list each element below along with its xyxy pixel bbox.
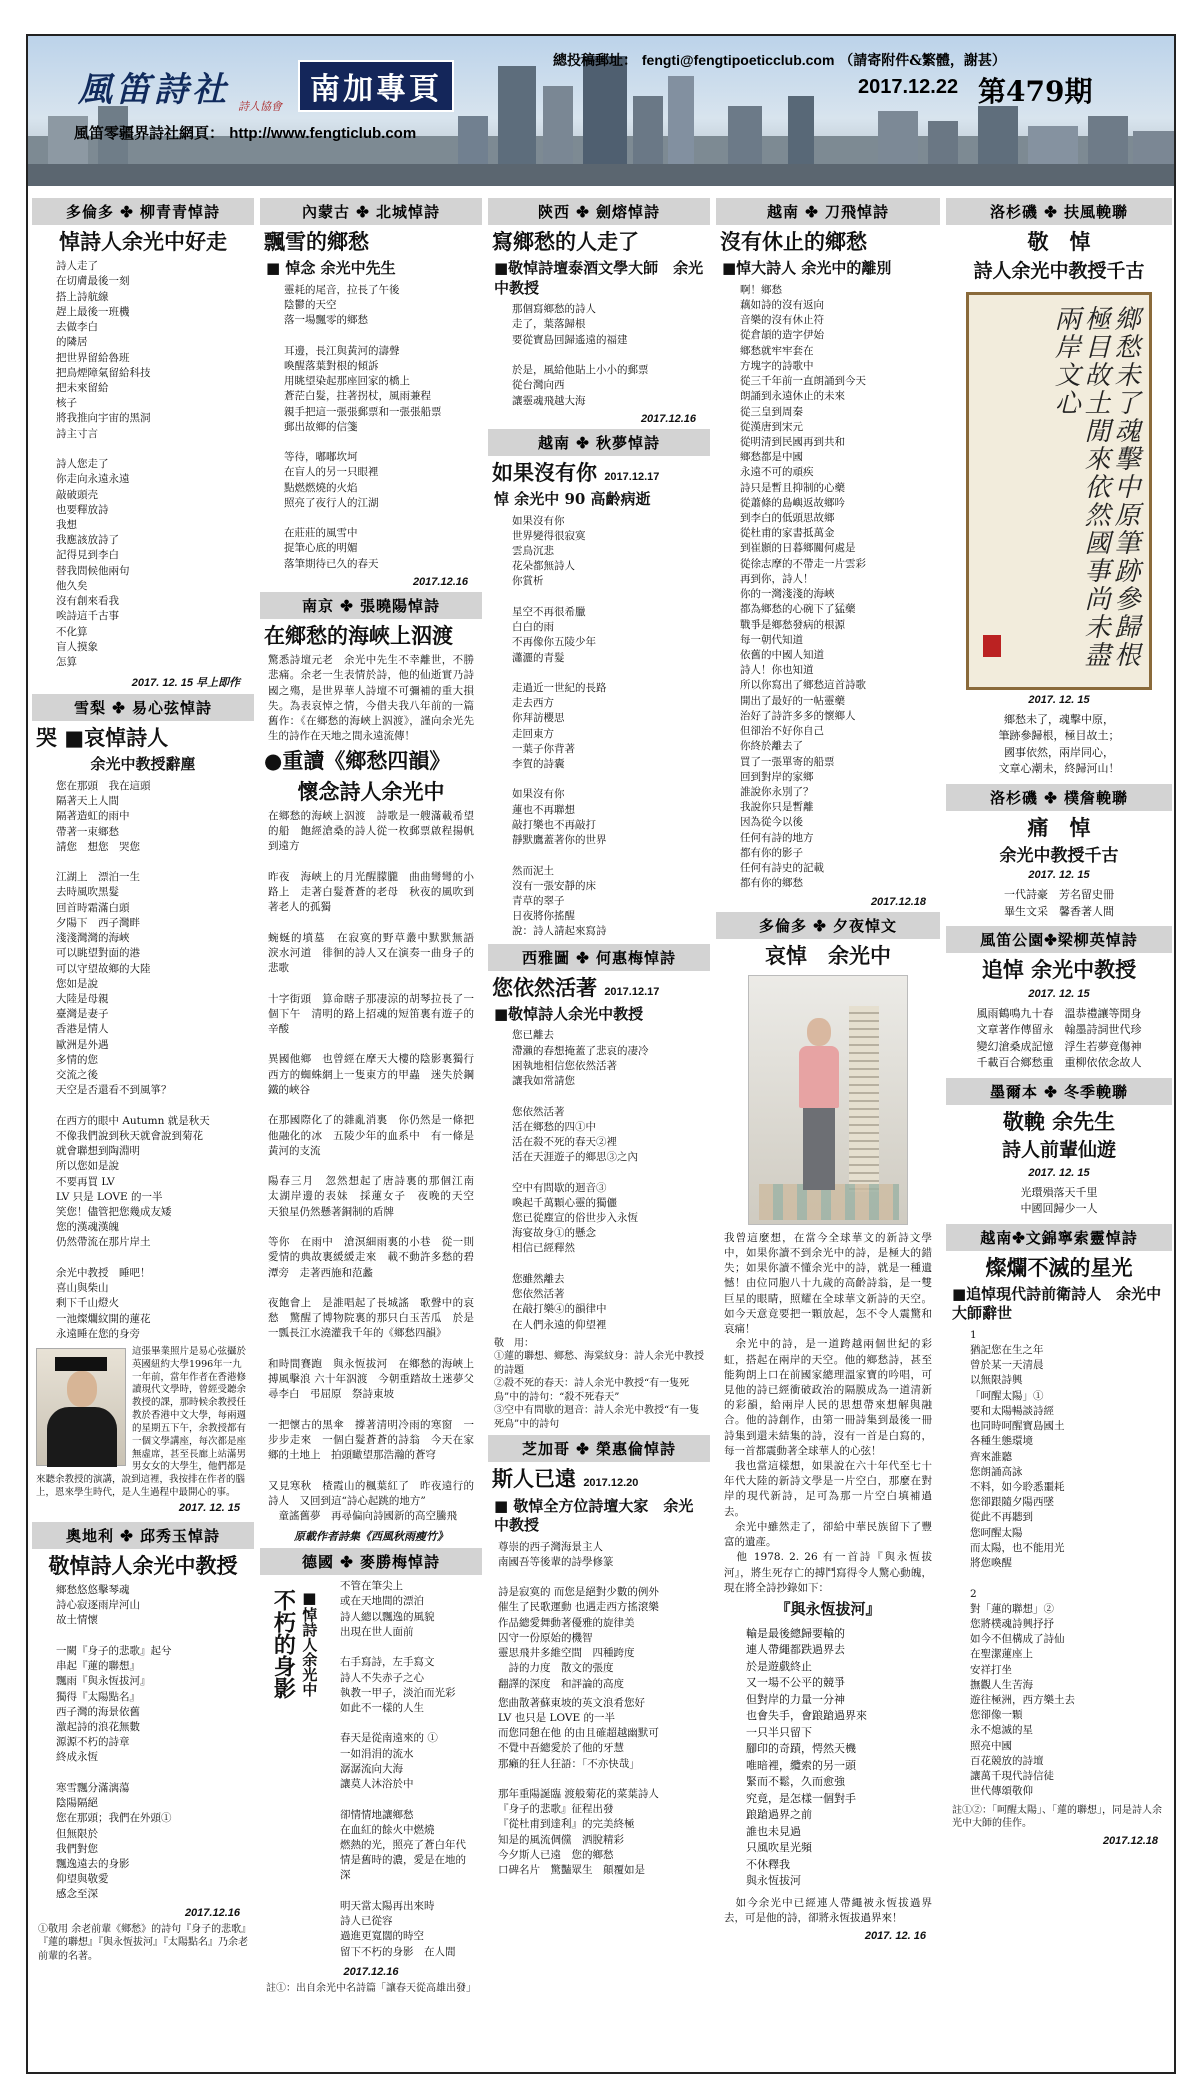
poem-title: 悼詩人余光中好走 — [59, 229, 227, 254]
elegy-title: 敬輓 余先生 — [1002, 1108, 1116, 1134]
poem-subtitle: ■追悼現代詩前衛詩人 余光中大師辭世 — [952, 1284, 1162, 1323]
poem-title — [492, 1466, 706, 1492]
poem-body: 靈耗的尾音，拉長了午後 陰鬱的天空 落一場飄零的鄉愁 耳邊，長江與黃河的濤聲 喚醒落葉對根的傾訴 用眺望染起那座回家的橋上 蒼茫白髮，拄著拐杖，風雨兼程 親手把這一張張郵票和一張張船票 郵出故鄉的信箋 等待，嘟嘟坎坷 在盲人的另一只眼裡 點燃燃燒的火焰 照亮了夜行人的江湖 在莊莊的風雪中 捉筆心底的明媚 落筆期待已久的春天 — [284, 283, 442, 570]
column-2 — [260, 194, 482, 2072]
poem-source-note: 原載作者詩集《西風秋雨瘦竹》 — [294, 1531, 448, 1544]
poem-body: 不管在筆尖上 或在天地間的漂泊 詩人總以飄逸的風貌 出現在世人面前 右手寫詩，左手寫文 詩人不失赤子之心 執教一甲子，淡泊而光彩 如此不一樣的人生 春天是從南遠來的 ① 一如涓涓的流水 潺潺流向大海 讓莫人沐浴於中 卻情情地讓鄉愁 在血紅的餘火中燃燒 燃熱的光，照亮了蒼白年代 情是舊時的濃，愛是在地的深 明天當太陽再出來時 詩人已從容 過進更寬闊的時空 留下不朽的身影 在人間 — [340, 1580, 466, 1958]
poem-subtitle: ■悼大詩人 余光中的離別 — [722, 259, 892, 278]
elegy-subtitle: 詩人余光中教授千古 — [973, 260, 1145, 283]
newspaper-page — [26, 34, 1176, 2074]
poem-footnotes: 敬 用： ①蓮的聯想、鄉愁、海棠紋身：詩人余光中教授的詩題 ②殺不死的春天：詩人余光中教授“有一隻死鳥”中的詩句：“殺不死春天” ③空中有問歇的迴音：詩人余光中教授“有一隻死鳥”中的詩句 — [494, 1337, 704, 1430]
club-logo-subtitle: 詩人協會 — [238, 100, 282, 113]
elegy-verse: 風雨鶴鳴九十春 溫恭禮讓等閒身 文章著作傳留永 翰墨詩詞世代珍 變幻滄桑成記憶 浮生若夢竟傷神 千載百合鄉愁重 重柳依依念故人 — [976, 1006, 1142, 1070]
poem-body: 詩人走了 在切膚最後一刻 搭上詩航線 趕上最後一班機 去做李白 的隣居 把世界留給魯班 把鳥煙障氣留給科技 把未來留給 核子 將我推向宇宙的黑洞 詩主寸言 詩人您走了 你走向永遠永遠 敲破頭壳 也要釋放詩 我想 我應該放詩了 記得見到李白 替我問候他兩句 他久矣 沒有創來看我 唉詩這千古事 不化算 盲人摸象 怎算 — [56, 260, 151, 668]
section-header: 洛杉磯 ✤ 扶風輓聯 — [946, 198, 1172, 225]
poem-date: 2017.12.18 — [870, 895, 926, 908]
masthead — [28, 36, 1174, 186]
author-photo-block — [32, 1346, 254, 1518]
website-label: 風笛零疆界詩社網頁： — [74, 124, 225, 142]
column-1 — [32, 194, 254, 2072]
club-website — [74, 122, 416, 143]
poem-body: 啊！鄉愁 藕如詩的沒有返向 音樂的沒有休止符 從倉頡的造字伊始 鄉愁就牢牢套在 方塊字的詩歌中 從三千年前一直朗誦到今天 朗誦到永遠休止的未來 從三皇到周秦 從漢唐到宋元 從明清到民國再到共和 鄉愁都是中國 永遠不可的頑疾 詩只是暫且抑制的心藥 從蕭條的島嶼返故鄉吟 到李白的低頭思故鄉 從杜甫的家書抵萬金 到崔顥的日暮鄉關何處是 從徐志摩的不帶走一片雲彩 再到你，詩人！ 你的一灣淺淺的海峽 都為鄉愁的心碗下了猛藥 戰爭是鄉愁發病的根源 每一朝代知道 依舊的中國人知道 詩人！你也知道 所以你寫出了鄉愁這首詩歌 開出了最好的一帖靈藥 治好了詩許多多的懷鄉人 但卻治不好你自己 你終於離去了 買了一張單寄的船票 回到對岸的家鄉 誰說你永別了？ 我說你只是暫離 因為從今以後 任何有詩的地方 都有你的影子 任何有詩史的記載 都有你的鄉愁 — [740, 283, 866, 890]
poem-date: 2017. 12. 15 早上即作 — [131, 677, 240, 690]
poem-body: 如果沒有你 世界變得很寂寞 雲鳥沉悲 花朵都無詩人 你賞析 星空不再很希臘 白白的雨 不再像你五陵少年 瀟灑的青髮 走過近一世紀的長路 走去西方 你拜訪櫻思 走回東方 一葉子你背著 李賀的詩囊 如果沒有你 蓮也不再聯想 敲打樂也不再敲打 靜默鷹蓋著你的世界 然而泥土 沒有一張安靜的床 青草的翠子 日夜將你搖醒 說：詩人請起來寫詩 — [512, 514, 607, 938]
club-logo: 風笛詩社 — [78, 70, 230, 110]
email-note: （請寄附件&繁體，謝甚） — [839, 53, 1006, 69]
section-header: 雪梨 ✤ 易心弦悼詩 — [32, 694, 254, 721]
elegy-title: 痛 悼 — [1027, 814, 1091, 840]
section-header: 陝西 ✤ 劍熔悼詩 — [488, 198, 710, 225]
elegy-date: 2017. 12. 15 — [1028, 987, 1090, 1000]
poem-body: 您在那頭 我在這頭 隔著天上人間 隔著造虹的雨中 帶著一束鄉愁 請您 想您 哭您 江湖上 漂泊一生 去時風吹黑髮 回首時霜滿白頭 夕陽下 西子灣畔 淺淺灣灣的海峽 可以眺望對面的港 可以守望故鄉的大陸 您如是說 大陸是母親 臺灣是妻子 香港是情人 歐洲是外遇 多情的您 交流之後 天空是否還看不到風箏？ 在西方的眼中 Autumn 就是秋天 不像我們說到秋天就會說到菊花 就會聯想到陶淵明 所以您如是說 不要再買 LV LV 只是 LOVE 的一半 笑您！儘管把您幾成友矮 您的漢魂漢魄 仍然帶流在那片岸土 余光中教授 睡吧！ 喜山與柴山 剩下千山燈火 一池燦爛紋開的蓮花 永遠睡在您的身旁 — [56, 779, 210, 1340]
poem-subtitle: ■ 悼念 余光中先生 — [266, 259, 396, 278]
poem-title-date: 2017.12.20 — [583, 1477, 639, 1490]
poem-title-2: ●重讀《鄉愁四韻》 — [264, 748, 451, 774]
calligraphy-scroll-image — [966, 292, 1152, 690]
section-header: 越南 ✤ 秋夢悼詩 — [488, 429, 710, 456]
section-header: 多倫多 ✤ 夕夜悼文 — [716, 912, 940, 939]
poem-title: 寫鄉愁的人走了 — [492, 229, 639, 254]
poem-body-part-1: 尊崇的西子灣海景主人 南國吾等後輩的詩學修篆 詩是寂寞的 而您是絕對少數的例外 催生了民歌運動 也遇走西方搖滾樂 作品總愛舞動著優雅的旋律美 囚守一份原始的機智 靈思飛井多維空間 四種跨度 詩的力度 散文的張度 翻譯的深度 和評論的高度 — [498, 1540, 659, 1690]
poem-title — [492, 460, 706, 486]
poem-intro: 驚悉詩壇元老 余光中先生不幸離世，不勝悲痛。余老一生表情於詩，他的仙逝實乃詩國之殤，是世界華人詩壇不可彌補的重大損失。為表哀悼之情，今借夫我八年前的一篇舊作：《在鄉愁的海峽上泅渡》，謹向余光先生的詩作在天地之間永遠流傳！ — [268, 654, 474, 743]
elegy-title: 敬 悼 — [1027, 229, 1091, 254]
caption-date: 2017. 12. 15 — [178, 1501, 240, 1514]
section-header: 內蒙古 ✤ 北城悼詩 — [260, 198, 482, 225]
essay-body: 我曾這麼想，在當今全球華文的新詩文學中，如果你讀不到余光中的詩，是極大的錯失；如果你讀不懂余光中的詩，就是一種遺憾！由位同胞八十九歲的高齡詩翁，是一雙巨星的眼睛，照耀在全球華文新詩的天空。如今天意竟要把一顆放起，怎不令人震驚和哀痛！ 余光中的詩，是一道跨越兩個世紀的彩虹，搭起在兩岸的天空。他的鄉愁詩，甚至能夠朗上口在前國家總理溫家寶的吟唱，可見他的詩已經衝破政治的隔膜成為一道清新的彩韻，給兩岸人民的思想帶來想解與融合。他的詩創作，由第一冊詩集到最後一冊詩集到還未結集的詩，沒有一首是白寫的，每一首都震動著全球華人的心弦！ 我也當這樣想，如果說在六十年代至七十年代大陸的新詩文學是一片空白，那麼在對岸的現代新詩，足可為那一片空白填補過去。 余光中雖然走了，卻給中華民族留下了豐富的遺產。 他 1978. 2. 26 有一首詩『與永恆拔河』，將生死存亡的搏鬥寫得令人驚心動魄，現在將全詩抄錄如下： — [724, 1231, 932, 1594]
photo-caption: 這張畢業照片是易心弦攝於英國紐約大學1996年一九一年前，當年作者在香港修讀現代文學時，曾經受聽余教授的課，那時候余教授任教於香港中文大學，每兩週的星期五下午，余教授都有一個文學講座，每次都是座無虛席，甚至長廊上站滿男男女女的大學生，他們都是來聽余教授的演講，說到這裡，我按排在作者的腦上，恩來學生時代，是人生過程中最開心的事。 — [36, 1346, 247, 1498]
quoted-poem-title: 『與永恆拔河』 — [775, 1600, 881, 1618]
poem-date: 2017.12.16 — [184, 1906, 240, 1919]
poem-title: 敬悼詩人余光中教授 — [48, 1552, 238, 1578]
elegy-couplet: 光環殞落天千里 中國回歸少一人 — [1020, 1185, 1098, 1216]
poem-body: 那個寫鄉愁的詩人 走了，葉落歸根 要從寶島回歸遙遠的福建 於是，風給他貼上小小的郵票 從台灣向西 讓靈魂飛越大海 — [512, 303, 649, 407]
email-address-link[interactable]: fengti@fengtipoeticclub.com — [641, 52, 835, 68]
poem-title-3: 懷念詩人余光中 — [297, 778, 445, 804]
poem-title: 在鄉愁的海峽上泅渡 — [264, 622, 453, 648]
email-label: 總投稿郵址： — [553, 53, 637, 69]
issue-date: 2017.12.22 — [858, 76, 959, 98]
section-header: 風笛公園✤梁柳英悼詩 — [946, 926, 1172, 953]
poem-title: 沒有休止的鄉愁 — [720, 229, 867, 254]
poem-date: 2017.12.16 — [412, 575, 468, 588]
poem-title-vertical: 不朽的身影 — [270, 1589, 297, 1700]
poem-subtitle: ■敬悼詩壇泰酒文學大師 余光中教授 — [494, 259, 704, 297]
poem-title: 飄雪的鄉愁 — [264, 229, 369, 254]
issue-number: 第479期 — [978, 75, 1093, 108]
poem-date: 2017.12.16 — [640, 412, 696, 425]
poem-body: 1 猶記您在生之年 曾於某一天清晨 以無限詩興 「呵醒太陽」① 要和太陽暢談詩經 也同時呵醒寶島國土 各種生態環境 齊來誰聽 您朗誦高詠 不料，如今聆悉噩耗 您卻跟隨夕陽西墜 從此不再聽到 您呵醒太陽 而太陽，也不能用光 將您喚醒 2 對「蓮的聯想」② 您將樸魂詩興抒抒 如今不但構成了詩仙 在聖潔蓮座上 安祥打坐 撫觀人生苦海 遊往極洲，西方樂土去 您卻像一顆 永不熄滅的星 照亮中國 百花競放的詩壇 讓萬千現代詩信徒 世代傳頌敬仰 — [970, 1328, 1075, 1798]
elegy-couplet: 一代詩豪 芳名留史冊 畢生文采 馨香著人間 — [1004, 888, 1114, 918]
elegy-date: 2017. 12. 15 — [1028, 869, 1090, 882]
calligraphy-seal-icon — [983, 635, 1001, 657]
poem-title-date: 2017.12.17 — [604, 985, 660, 998]
section-header: 德國 ✤ 麥勝梅悼詩 — [260, 1548, 482, 1575]
poem-subtitle: 余光中教授辭塵 — [90, 755, 196, 774]
section-header: 越南 ✤ 刀飛悼詩 — [716, 198, 940, 225]
poem-footnote: ①敬用 余老前輩《鄉愁》的詩句『身子的悲歌』『蓮的聯想』『與永恆拔河』『太陽點名』乃余老前輩的名著。 — [38, 1923, 248, 1962]
section-header: 南京 ✤ 張曉陽悼詩 — [260, 592, 482, 619]
elegy-couplet: 鄉愁未了，魂擊中原， 筆跡參歸根，極目故土； 國事依然，兩岸同心， 文章心潮未，終歸河山！ — [998, 712, 1120, 776]
poem-subtitle: ■ 敬悼全方位詩壇大家 余光中教授 — [494, 1496, 694, 1535]
poem-title: 哭 ■哀悼詩人 — [36, 725, 169, 751]
section-header: 芝加哥 ✤ 榮惠倫悼詩 — [488, 1435, 710, 1462]
poem-title-text: 您依然活著 — [492, 974, 597, 1000]
page-banner: 南加專頁 — [298, 60, 454, 112]
poem-title: 燦爛不滅的星光 — [985, 1254, 1133, 1280]
section-header: 越南✤文錦寧索靈悼詩 — [946, 1224, 1172, 1251]
elegy-subtitle: 詩人前輩仙遊 — [1001, 1138, 1116, 1161]
column-3 — [488, 194, 710, 2072]
elegy-date: 2017. 12. 15 — [1028, 693, 1090, 706]
section-header: 洛杉磯 ✤ 樸詹輓聯 — [946, 784, 1172, 811]
poet-portrait-photo — [748, 975, 908, 1225]
poem-footnote: 註①②：「呵醒太陽」、「蓮的聯想」，同是詩人余光中大師的佳作。 — [952, 1804, 1162, 1830]
section-header: 多倫多 ✤ 柳青青悼詩 — [32, 198, 254, 225]
poem-body: 您已離去 滯瀨的春想掩蓋了悲哀的凄冷 困執地相信您依然活著 讓我如常請您 您依然活著 活在鄉愁的四①中 活在殺不死的春天②裡 活在天涯遊子的鄉思③之內 空中有問歇的迴音③ 喚起千萬顆心靈的獨儷 您已從塵宣的俗世步入永恆 海宴故身①的懸念 相信已經釋然 您雖然離去 您依然活著 在敲打樂④的韻律中 在人們永遠的仰望裡 — [512, 1029, 649, 1331]
poem-footnote: 註①：出自余光中名詩篇「讓春天從高雄出發」 — [266, 1982, 476, 1994]
website-link[interactable]: http://www.fengticlub.com — [229, 125, 417, 142]
poem-title-text: 如果沒有你 — [492, 459, 597, 485]
poem-date: 2017.12.18 — [1102, 1834, 1158, 1847]
submission-email — [553, 50, 1006, 70]
graduation-photo — [36, 1348, 126, 1466]
column-4 — [716, 194, 940, 2072]
poem-title-text: 斯人已遠 — [492, 1466, 576, 1492]
quoted-poem-body: 輸是最後總歸要輸的 連人帶繩都跌過界去 於是遊戲終止 又一場不公平的競爭 但對岸的力量一分神 也會失手，會踉蹌過界來 一只半只留下 腳印的奇蹟，愕然天機 唯暗裡，纜索的另一頭 緊而不鬆，久而愈強 究竟，是怎樣一個對手 踉蹌過界之前 誰也未見過 只風吹星光頻 不休釋我 與永恆拔河 — [746, 1626, 867, 1887]
essay-date: 2017. 12. 16 — [864, 1929, 926, 1942]
poem-body: 鄉愁悠悠擊琴魂 詩心寂逐雨岸河山 故土情懷 一闕『身子的悲歌』起兮 串起『蓮的聯想』 飄雨『與永恆拔河』 獨得『太陽點名』 西子灣的海景依舊 激起詩的浪花無數 源源不朽的詩章 終成永恆 寒雪飄分滿漓蕩 陰陽隔絕 您在那頭；我們在外頭① 但無限於 我們對您 飄逸遠去的身影 仰望與敬愛 感念至深 — [56, 1584, 172, 1901]
poem-title — [492, 975, 706, 1001]
poem-title-date: 2017.12.17 — [604, 470, 660, 483]
poem-subtitle-vertical: ■悼詩人余光中 — [300, 1589, 319, 1698]
section-header: 墨爾本 ✤ 冬季輓聯 — [946, 1078, 1172, 1105]
calligraphy-text: 鄉愁未了魂擊中原筆跡參歸根極目故土閒來依然國事尚未盡兩岸文心 — [1050, 304, 1140, 669]
poem-subtitle: 悼 余光中 90 高齡病逝 — [494, 490, 651, 509]
elegy-subtitle: 余光中教授千古 — [999, 846, 1119, 867]
poem-body: 在鄉愁的海峽上泅渡 詩歌是一艘滿載希望的船 飽經滄桑的詩人從一枚郵票啟程揚帆到遠方 昨夜 海峽上的月光醒朦朧 曲曲彎彎的小路上 走著白髮蒼蒼的老母 秋夜的風吹到著老人的孤獨 蜿蜒的墳墓 在寂寞的野草叢中默默無語 淚水河道 徘徊的詩人又在演奏一曲身子的悲歌 十字街頭 算命瞎子那凄涼的胡琴拉長了一個下午 清明的路上招魂的短笛裏有遊子的辛酸 異國他鄉 也曾經在摩天大樓的陰影裏獨行 西方的蜘蛛網上一隻東方的甲蟲 迷失於鋼鐵的峽谷 在那國際化了的雜亂消裏 你仍然是一條把他融化的冰 五陵少年的血系中 有一條是黃河的支流 陽春三月 忽然想起了唐詩裏的那個江南 太湖岸邊的表妹 採蓮女子 夜晚的天空 天狼星仍然懸著銅制的盾牌 等你 在雨中 滄溟細雨裏的小巷 從一則愛情的典故裏緩緩走來 載不動許多愁的碧潭旁 走著西施和范蠡 夜飽會上 是誰唱起了長城謠 歌聲中的哀愁 驚醒了博物院裏的那只白玉苦瓜 於是 一瓢長江水澆灌我千年的《鄉愁四韻》 和時間賽跑 與永恆拔河 在鄉愁的海峽上 搏風擊浪 六十年泅渡 今朝重踏故土迷夢父 尋李白 弔屈原 祭詩東坡 一把懷古的黑傘 撐著清明冷雨的寒窗 一步步走來 一個白髮蒼蒼的詩翁 今天在家鄉的土地上 拍頭瞰望那浩瀚的蒼穹 又見寒秋 楂霞山的楓葉紅了 昨夜遠行的詩人 又回到這“詩心起跳的地方” 童謠舊夢 再尋偏向詩國新的高空騰飛 — [268, 809, 474, 1523]
poem-subtitle: ■敬悼詩人余光中教授 — [494, 1004, 644, 1023]
elegy-date: 2017. 12. 15 — [1028, 1166, 1090, 1179]
essay-conclusion: 如今余光中已經連人帶繩被永恆拔過界去，可是他的詩，卻將永恆拔過界來！ — [724, 1896, 932, 1924]
essay-title: 哀悼 余光中 — [765, 942, 891, 968]
column-5 — [946, 194, 1172, 2072]
elegy-title: 追悼 余光中教授 — [981, 957, 1137, 983]
section-header: 西雅圖 ✤ 何惠梅悼詩 — [488, 944, 710, 971]
poem-date: 2017.12.16 — [343, 1965, 399, 1978]
section-header: 奧地利 ✤ 邱秀玉悼詩 — [32, 1522, 254, 1549]
poem-body-part-2: 您曲散著蘇東坡的英文浪肴您好 LV 也只是 LOVE 的一半 而您同憩在他 的由且確超越幽默可 不覺中吾總愛於了他的牙慧 那癩的狂人狂語：「不亦快哉」 那年重陽誕臨 渡般菊花的菜葉詩人 『身子的悲歌』征程出發 『從杜甫到達利』的完美終極 知是的風流倜儻 洒脫精彩 今夕斯人已遠 您的鄉愁 口碑名片 驚豔眾生 顛覆如是 — [498, 1696, 659, 1877]
